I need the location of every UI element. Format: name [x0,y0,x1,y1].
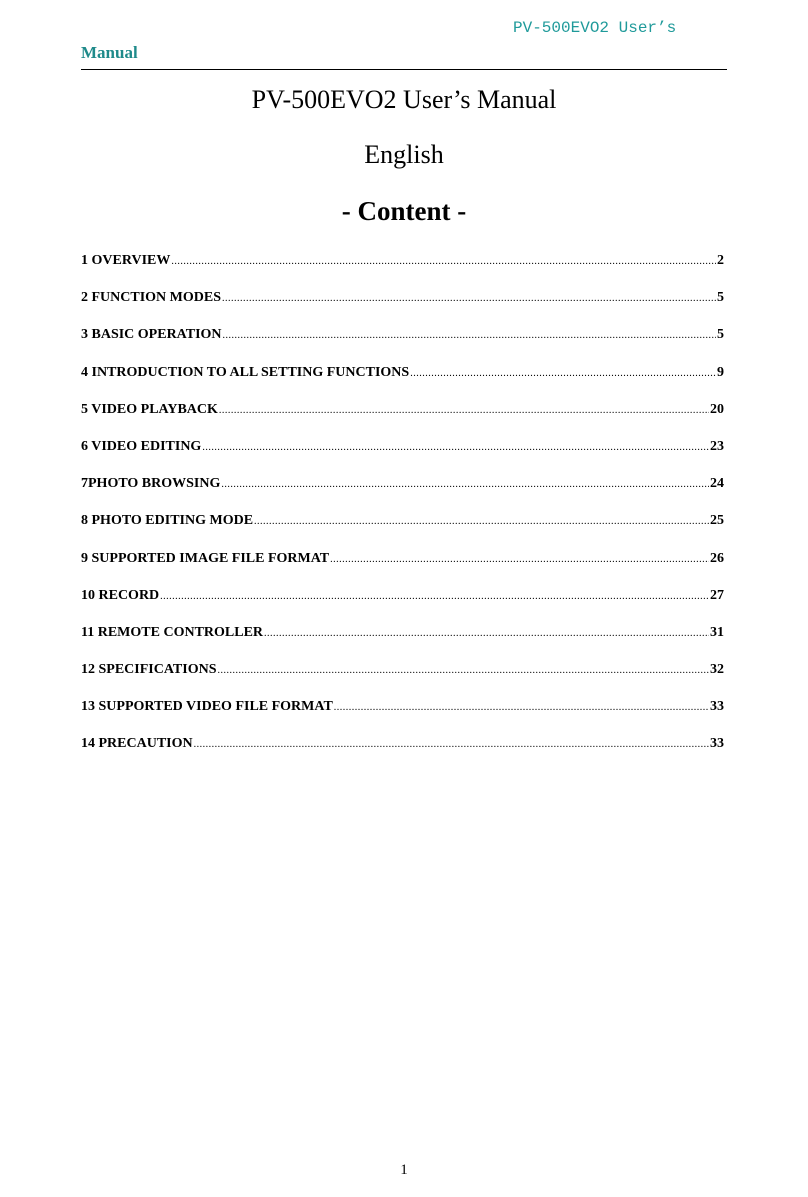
toc-dot-leader [194,739,709,750]
toc-dot-leader [334,702,709,713]
toc-entry-video-file-format[interactable] [81,699,724,736]
toc-entry-page: 20 [710,401,724,417]
toc-entry-label: 6 VIDEO EDITING [81,438,202,454]
contents-heading: - Content - [341,196,467,226]
toc-entry-label: 4 INTRODUCTION TO ALL SETTING FUNCTIONS [81,364,410,380]
toc-entry-page: 25 [710,513,724,529]
toc-dot-leader [202,442,709,453]
toc-entry-page: 32 [710,662,724,678]
toc-entry-label: 9 SUPPORTED IMAGE FILE FORMAT [81,550,330,566]
toc-entry-label: 5 VIDEO PLAYBACK [81,401,218,417]
toc-dot-leader [330,554,709,565]
toc-entry-page: 33 [710,699,724,715]
toc-dot-leader [264,628,709,639]
table-of-contents [81,253,724,774]
running-header-title-continued: Manual [81,43,138,62]
document-title: PV-500EVO2 User’s Manual [251,85,557,114]
toc-entry-overview[interactable] [81,253,724,290]
toc-entry-label: 12 SPECIFICATIONS [81,662,217,678]
toc-entry-label: 3 BASIC OPERATION [81,327,222,343]
toc-entry-label: 13 SUPPORTED VIDEO FILE FORMAT [81,699,333,715]
toc-dot-leader [219,405,709,416]
toc-dot-leader [222,293,716,304]
page-number: 1 [400,1162,408,1178]
toc-entry-record[interactable] [81,588,724,625]
toc-dot-leader [410,368,716,379]
toc-entry-label: 10 RECORD [81,587,160,603]
toc-entry-precaution[interactable] [81,736,724,773]
toc-entry-setting-functions[interactable] [81,365,724,402]
toc-dot-leader [218,665,710,676]
toc-entry-photo-browsing[interactable] [81,476,724,513]
toc-entry-label: 14 PRECAUTION [81,736,193,752]
toc-entry-label: 8 PHOTO EDITING MODE [81,513,254,529]
toc-dot-leader [171,256,716,267]
toc-entry-page: 24 [710,476,724,492]
toc-entry-label: 1 OVERVIEW [81,253,171,268]
toc-entry-page: 23 [710,438,724,454]
toc-entry-page: 31 [710,624,724,640]
toc-entry-image-file-format[interactable] [81,551,724,588]
toc-entry-label: 11 REMOTE CONTROLLER [81,624,264,640]
toc-entry-video-editing[interactable] [81,439,724,476]
toc-dot-leader [160,591,709,602]
running-header-title: PV-500EVO2 User’s [513,19,677,37]
toc-entry-photo-editing-mode[interactable] [81,513,724,550]
header-divider [81,69,727,70]
toc-entry-remote-controller[interactable] [81,625,724,662]
toc-dot-leader [223,330,716,341]
toc-entry-function-modes[interactable] [81,290,724,327]
toc-entry-page: 5 [717,327,724,343]
toc-entry-label: 7PHOTO BROWSING [81,476,221,492]
toc-entry-page: 9 [717,364,724,380]
toc-entry-page: 33 [710,736,724,752]
toc-entry-label: 2 FUNCTION MODES [81,290,222,306]
toc-entry-basic-operation[interactable] [81,327,724,364]
toc-dot-leader [221,479,709,490]
toc-dot-leader [254,516,709,527]
document-language: English [364,140,444,169]
toc-entry-video-playback[interactable] [81,402,724,439]
toc-entry-page: 26 [710,550,724,566]
toc-entry-page: 5 [717,290,724,306]
toc-entry-page: 27 [710,587,724,603]
toc-entry-specifications[interactable] [81,662,724,699]
toc-entry-page: 2 [717,253,724,268]
